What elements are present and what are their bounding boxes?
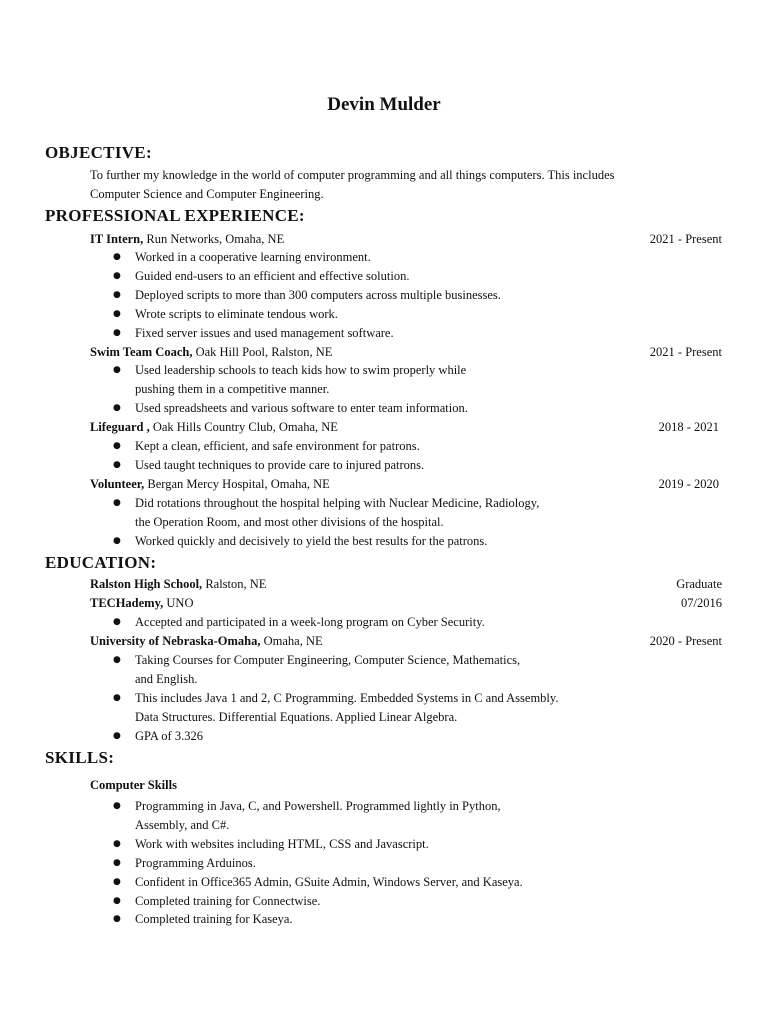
skill-bullet: ● Completed training for Kaseya. bbox=[135, 911, 293, 927]
school-entry-ralston bbox=[90, 576, 266, 592]
job-bullet: ● Deployed scripts to more than 300 computers across multiple businesses. bbox=[135, 287, 501, 303]
job-bullet: ● Used spreadsheets and various software to enter team information. bbox=[135, 400, 468, 416]
school-dates: 2020 - Present bbox=[649, 634, 722, 648]
job-bullet: ● Fixed server issues and used management software. bbox=[135, 325, 394, 341]
school-title: TECHademy, bbox=[90, 596, 164, 610]
job-place: Bergan Mercy Hospital, Omaha, NE bbox=[144, 477, 330, 491]
skill-bullet-continuation: Assembly, and C#. bbox=[135, 818, 230, 832]
job-bullet: ● Used leadership schools to teach kids how to swim properly while bbox=[135, 362, 466, 378]
job-bullet: ● Worked in a cooperative learning environment. bbox=[135, 249, 371, 265]
job-bullet-continuation: pushing them in a competitive manner. bbox=[135, 382, 330, 396]
school-dates: Graduate bbox=[676, 577, 722, 591]
job-place: Run Networks, Omaha, NE bbox=[143, 232, 285, 246]
job-dates: 2021 - Present bbox=[649, 232, 722, 246]
job-title: Volunteer, bbox=[90, 477, 145, 491]
school-dates: 07/2016 bbox=[681, 596, 722, 610]
job-bullet: ● Worked quickly and decisively to yield the best results for the patrons. bbox=[135, 533, 487, 549]
job-place: Oak Hills Country Club, Omaha, NE bbox=[149, 420, 338, 434]
job-dates: 2021 - Present bbox=[649, 345, 722, 359]
skill-bullet: ● Completed training for Connectwise. bbox=[135, 893, 320, 909]
school-bullet: ● This includes Java 1 and 2, C Programming. Embedded Systems in C and Assembly. bbox=[135, 690, 558, 706]
skill-bullet: ● Work with websites including HTML, CSS and Javascript. bbox=[135, 836, 429, 852]
school-title: University of Nebraska-Omaha, bbox=[90, 634, 261, 648]
skill-bullet: ● Programming in Java, C, and Powershell. Programmed lightly in Python, bbox=[135, 798, 501, 814]
resume-name: Devin Mulder bbox=[327, 94, 441, 115]
job-bullet: ● Used taught techniques to provide care to injured patrons. bbox=[135, 457, 424, 473]
objective-text-line: Computer Science and Computer Engineering. bbox=[90, 187, 324, 201]
school-entry-uno bbox=[90, 633, 323, 649]
school-place: UNO bbox=[163, 596, 194, 610]
job-bullet-continuation: the Operation Room, and most other divisions of the hospital. bbox=[135, 515, 444, 529]
school-place: Ralston, NE bbox=[202, 577, 267, 591]
job-entry-it-intern bbox=[90, 231, 284, 247]
job-entry-volunteer bbox=[90, 476, 330, 492]
skills-heading: SKILLS: bbox=[45, 748, 115, 767]
job-entry-lifeguard bbox=[90, 419, 338, 435]
job-bullet: ● Did rotations throughout the hospital helping with Nuclear Medicine, Radiology, bbox=[135, 495, 539, 511]
objective-heading: OBJECTIVE: bbox=[45, 143, 152, 162]
job-bullet: ● Guided end-users to an efficient and effective solution. bbox=[135, 268, 409, 284]
school-entry-techademy bbox=[90, 595, 194, 611]
job-title: IT Intern, bbox=[90, 232, 144, 246]
experience-heading: PROFESSIONAL EXPERIENCE: bbox=[45, 206, 305, 225]
job-bullet: ● Wrote scripts to eliminate tendous work. bbox=[135, 306, 338, 322]
school-bullet-continuation: and English. bbox=[135, 672, 198, 686]
objective-text-line: To further my knowledge in the world of computer programming and all things computers. This includes bbox=[90, 168, 615, 182]
job-dates: 2019 - 2020 bbox=[658, 477, 719, 491]
job-place: Oak Hill Pool, Ralston, NE bbox=[192, 345, 333, 359]
skills-subheading: Computer Skills bbox=[90, 778, 177, 792]
school-bullet: ● GPA of 3.326 bbox=[135, 728, 203, 744]
job-dates: 2018 - 2021 bbox=[658, 420, 719, 434]
skill-bullet: ● Programming Arduinos. bbox=[135, 855, 256, 871]
education-heading: EDUCATION: bbox=[45, 553, 157, 572]
job-title: Swim Team Coach, bbox=[90, 345, 193, 359]
job-title: Lifeguard , bbox=[90, 420, 150, 434]
school-place: Omaha, NE bbox=[260, 634, 323, 648]
skill-bullet: ● Confident in Office365 Admin, GSuite Admin, Windows Server, and Kaseya. bbox=[135, 874, 523, 890]
school-bullet-continuation: Data Structures. Differential Equations. Applied Linear Algebra. bbox=[135, 710, 458, 724]
job-bullet: ● Kept a clean, efficient, and safe environment for patrons. bbox=[135, 438, 420, 454]
school-bullet: ● Accepted and participated in a week-long program on Cyber Security. bbox=[135, 614, 485, 630]
school-bullet: ● Taking Courses for Computer Engineering, Computer Science, Mathematics, bbox=[135, 652, 520, 668]
school-title: Ralston High School, bbox=[90, 577, 203, 591]
job-entry-swim-coach bbox=[90, 344, 332, 360]
